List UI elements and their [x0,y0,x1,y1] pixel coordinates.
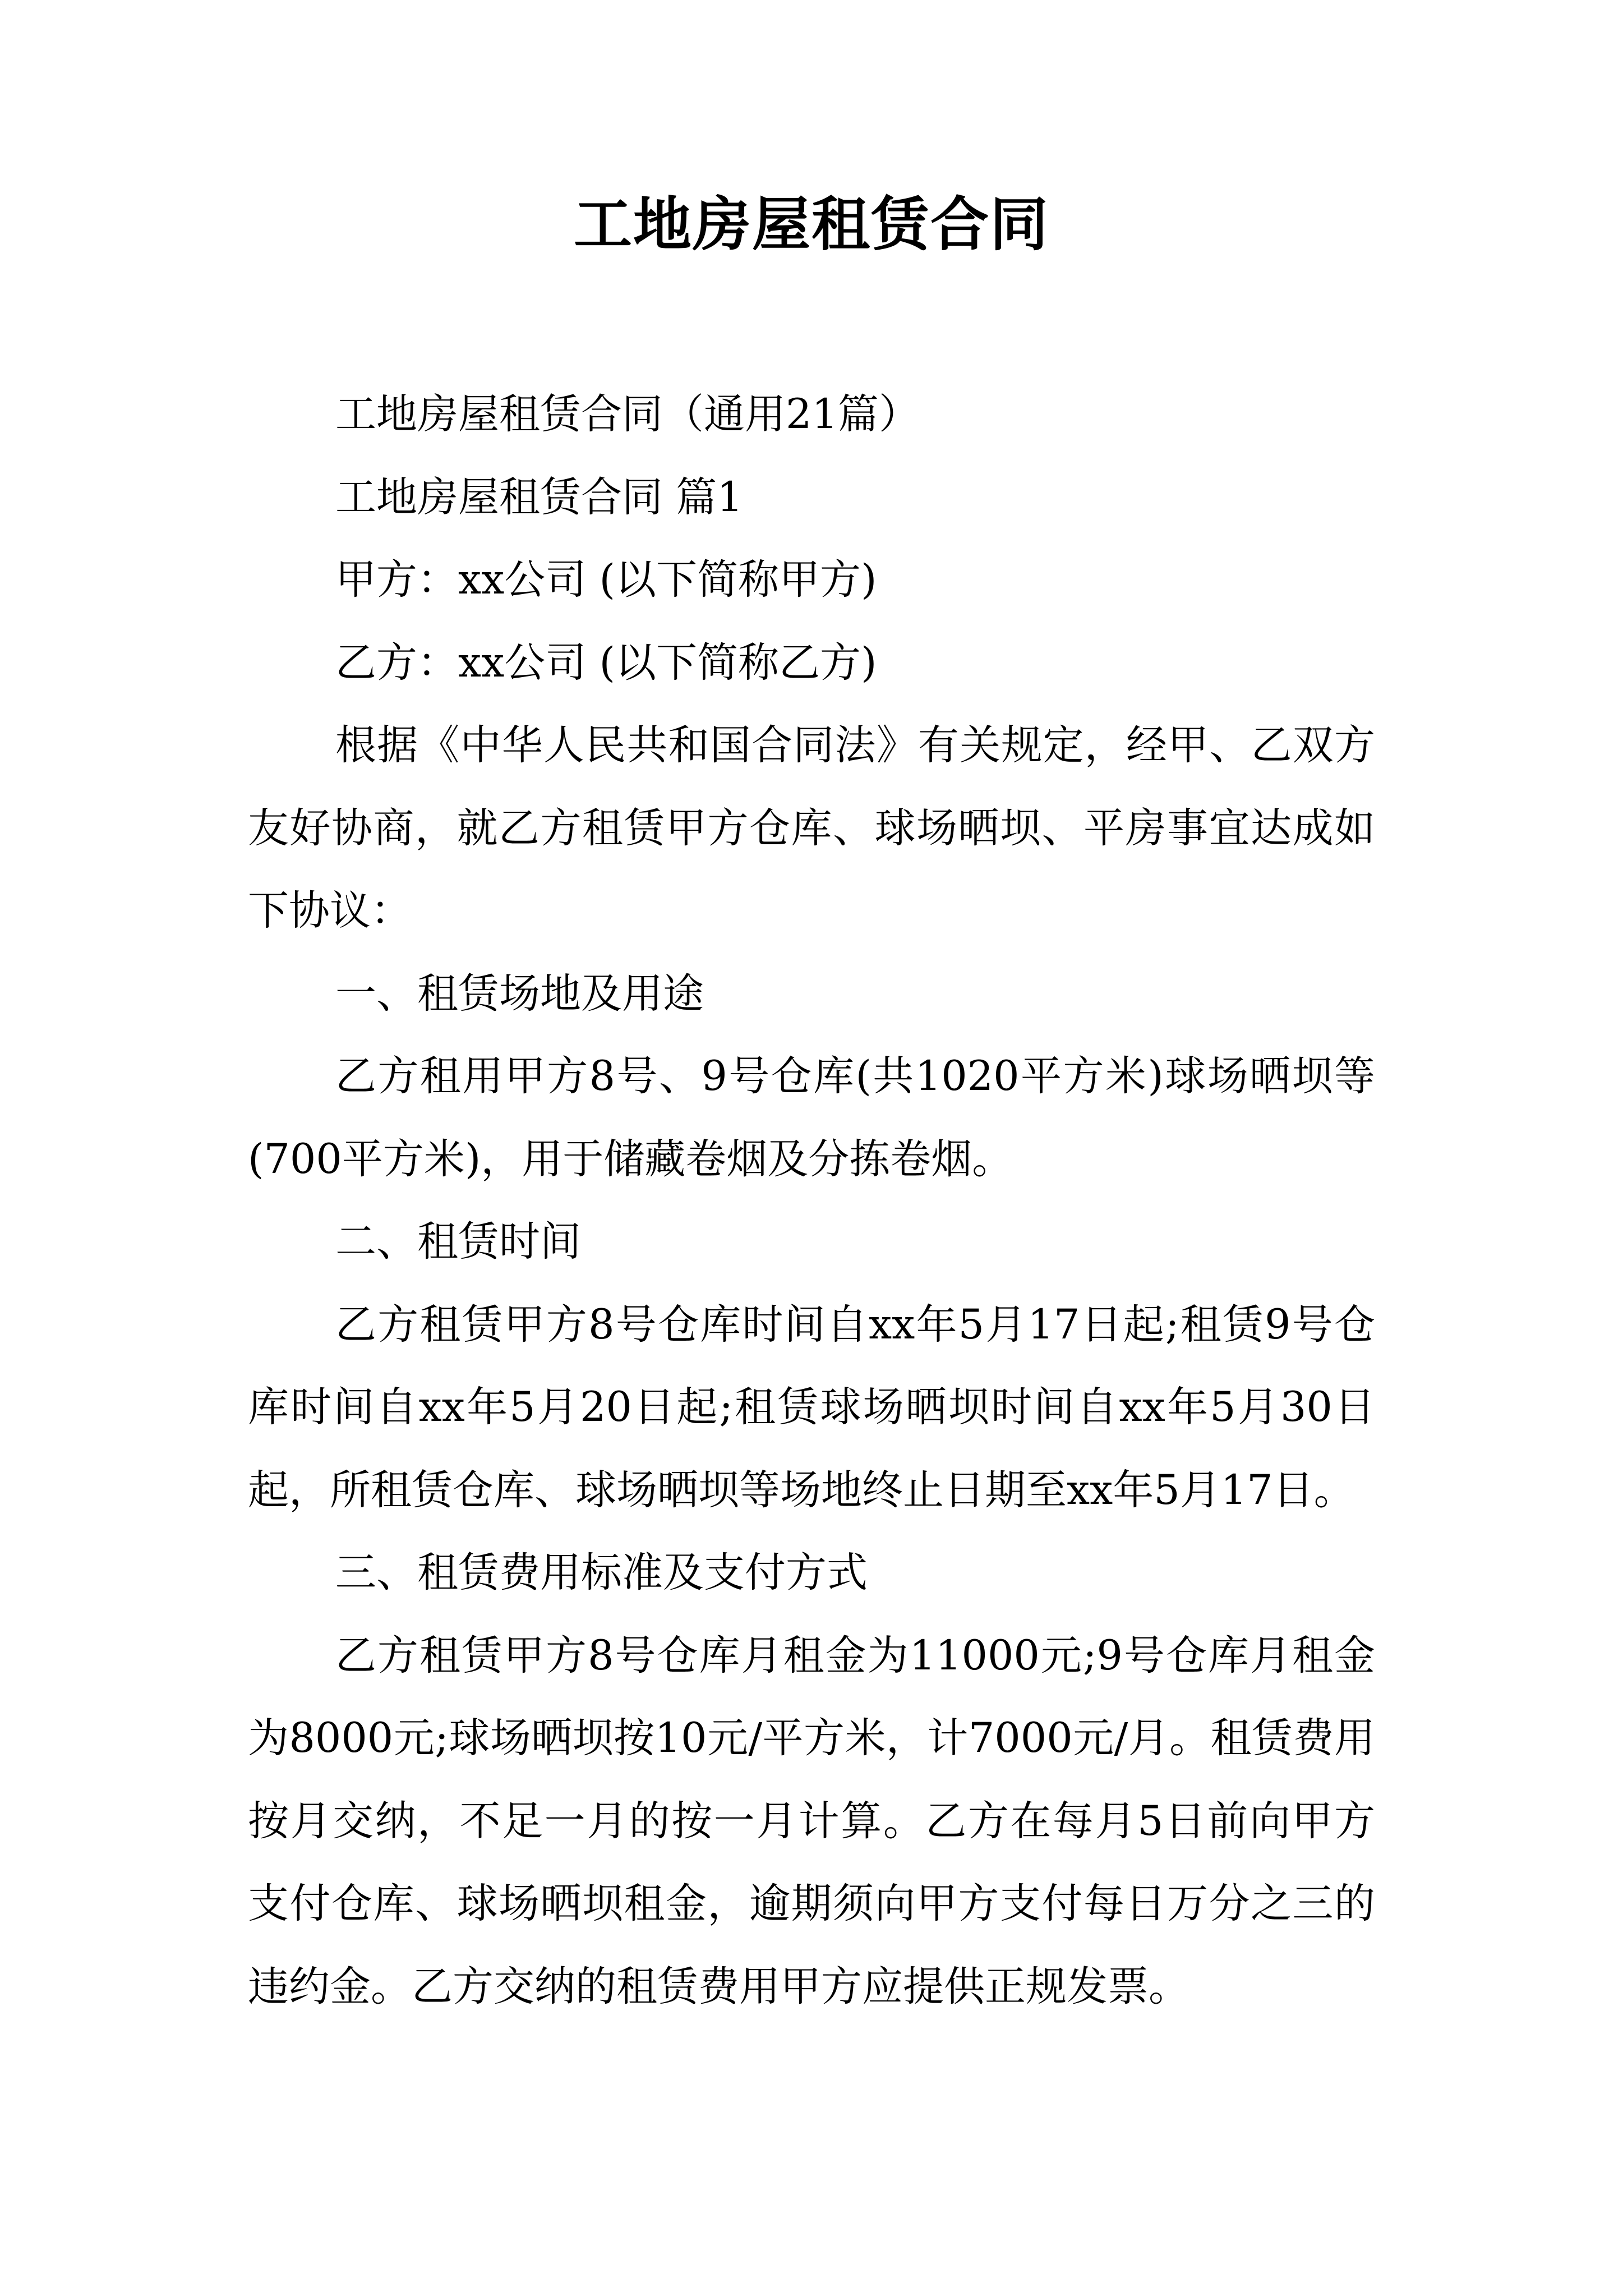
paragraph-party-a: 甲方：xx公司 (以下简称甲方) [335,556,877,604]
paragraph-lease-period: 乙方租赁甲方8号仓库时间自xx年5月17日起;租赁9号仓库时间自xx年5月20日起;租赁球场晒坝时间自xx年5月30日起，所租赁仓库、球场晒坝等场地终止日期至xx年5月17日。 [248,1300,1375,1514]
heading-lease-period: 二、租赁时间 [335,1218,581,1266]
paragraph-preamble: 根据《中华人民共和国合同法》有关规定，经甲、乙双方友好协商，就乙方租赁甲方仓库、球场晒坝、平房事宜达成如下协议： [248,721,1375,935]
heading-lease-premises: 一、租赁场地及用途 [335,969,704,1018]
paragraph-subtitle: 工地房屋租赁合同（通用21篇） [335,390,920,438]
paragraph-section-heading: 工地房屋租赁合同 篇1 [335,473,743,521]
paragraph-lease-premises: 乙方租用甲方8号、9号仓库(共1020平方米)球场晒坝等(700平方米)，用于储藏卷烟及分拣卷烟。 [248,1052,1375,1183]
paragraph-fees-payment: 乙方租赁甲方8号仓库月租金为11000元;9号仓库月租金为8000元;球场晒坝按10元/平方米，计7000元/月。租赁费用按月交纳，不足一月的按一月计算。乙方在每月5日前向甲方支付仓库、球场晒坝租金，逾期须向甲方支付每日万分之三的违约金。乙方交纳的租赁费用甲方应提供正规发票。 [248,1631,1375,2010]
heading-fees-payment: 三、租赁费用标准及支付方式 [335,1549,868,1596]
paragraph-party-b: 乙方：xx公司 (以下简称乙方) [335,638,877,687]
document-body [248,373,1375,2028]
document-title: 工地房屋租赁合同 [573,190,1049,259]
